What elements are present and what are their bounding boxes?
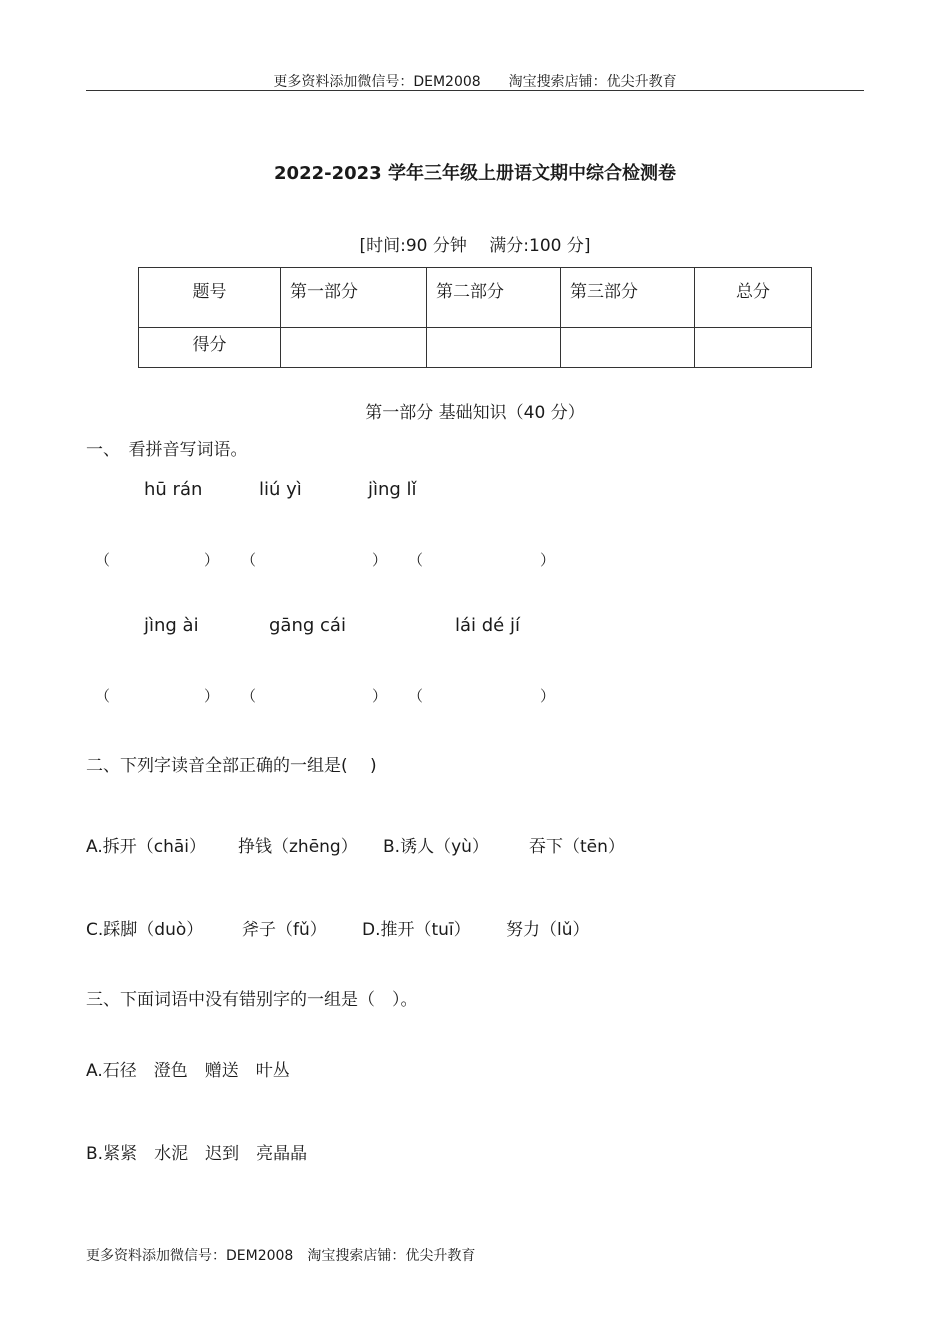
paren-open: （ <box>95 687 111 705</box>
score-table-header-cell: 总分 <box>695 268 812 328</box>
paren-open: （ <box>408 551 424 569</box>
score-table-header-cell: 第三部分 <box>561 268 695 328</box>
part1-heading: 第一部分 基础知识（40 分） <box>365 403 585 423</box>
paren-close: ） <box>540 687 556 705</box>
pinyin-word: lái dé jí <box>455 615 520 636</box>
header-divider <box>86 90 864 91</box>
paren-open: （ <box>241 551 257 569</box>
option-a: A.石径 澄色 赠送 叶丛 <box>86 1061 290 1081</box>
score-cell-part3[interactable] <box>561 328 695 368</box>
pinyin-word: jìng lǐ <box>368 479 417 500</box>
paren-close: ） <box>372 687 388 705</box>
paren-open: （ <box>241 687 257 705</box>
option-c-item: 斧子（fǔ） <box>242 920 327 940</box>
pinyin-word: liú yì <box>259 479 302 500</box>
score-table <box>138 267 812 368</box>
paren-close: ） <box>204 687 220 705</box>
question-1-title: 一、 看拼音写词语。 <box>86 440 248 460</box>
pinyin-word: jìng ài <box>144 615 199 636</box>
option-c-item: C.踩脚（duò） <box>86 920 204 940</box>
option-b-item: 吞下（tēn） <box>529 837 625 857</box>
score-table-header-cell: 第一部分 <box>281 268 427 328</box>
paren-close: ） <box>540 551 556 569</box>
score-table-header-cell: 第二部分 <box>427 268 561 328</box>
page-footer-text: 更多资料添加微信号：DEM2008 淘宝搜索店铺：优尖升教育 <box>86 1248 476 1264</box>
option-b: B.紧紧 水泥 迟到 亮晶晶 <box>86 1144 308 1164</box>
option-b-item: B.诱人（yù） <box>383 837 489 857</box>
score-table-header-row <box>139 268 812 328</box>
pinyin-word: hū rán <box>144 479 203 500</box>
score-cell-part2[interactable] <box>427 328 561 368</box>
paren-close: ） <box>204 551 220 569</box>
score-table-header-cell: 题号 <box>139 268 281 328</box>
score-table-score-row <box>139 328 812 368</box>
option-d-item: D.推开（tuī） <box>362 920 471 940</box>
option-d-item: 努力（lǔ） <box>506 920 590 940</box>
score-table-row-label: 得分 <box>139 328 281 368</box>
exam-title: 2022-2023 学年三年级上册语文期中综合检测卷 <box>274 163 676 184</box>
score-cell-total[interactable] <box>695 328 812 368</box>
option-a-item: 挣钱（zhēng） <box>238 837 358 857</box>
paren-close: ） <box>372 551 388 569</box>
question-2-title: 二、下列字读音全部正确的一组是( ) <box>86 756 377 776</box>
paren-open: （ <box>95 551 111 569</box>
pinyin-word: gāng cái <box>269 615 346 636</box>
question-3-title: 三、下面词语中没有错别字的一组是（ ）。 <box>86 990 418 1010</box>
page-header-text: 更多资料添加微信号：DEM2008 淘宝搜索店铺：优尖升教育 <box>273 74 677 90</box>
option-a-item: A.拆开（chāi） <box>86 837 206 857</box>
score-cell-part1[interactable] <box>281 328 427 368</box>
time-and-score-info: [时间:90 分钟 满分:100 分] <box>359 236 591 256</box>
paren-open: （ <box>408 687 424 705</box>
